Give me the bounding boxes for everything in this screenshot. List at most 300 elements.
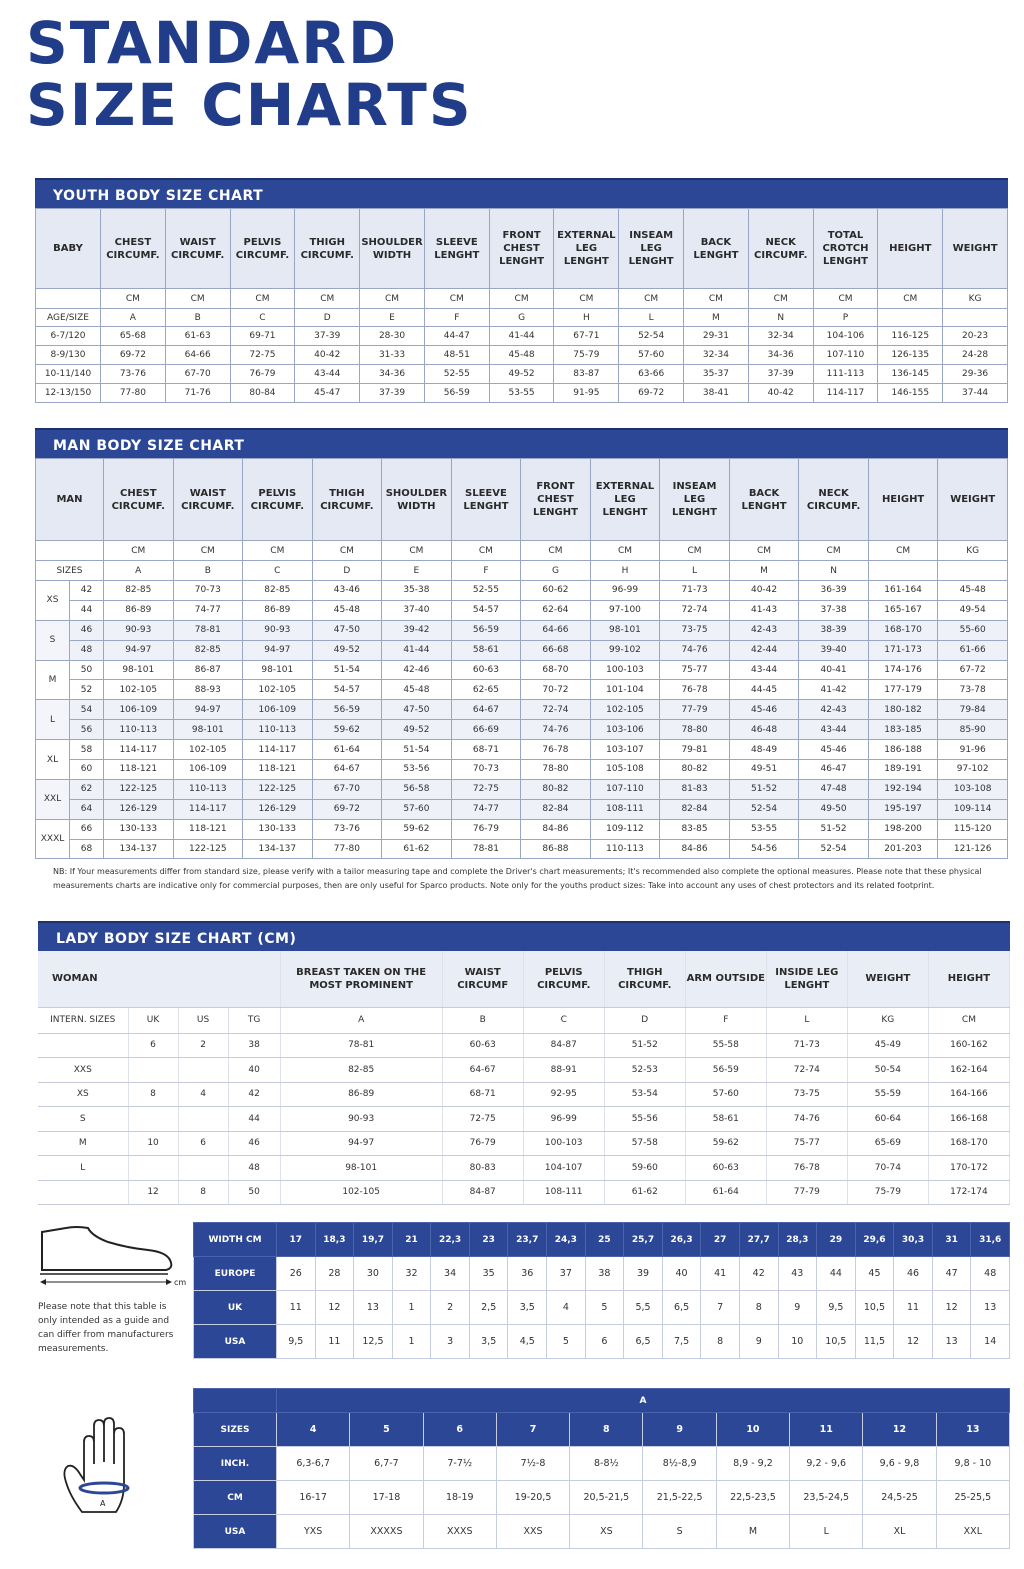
table-cell: 107-110 (813, 346, 878, 365)
table-cell: 16-17 (277, 1481, 350, 1515)
table-cell: 105-108 (590, 760, 660, 780)
label-cell (878, 309, 943, 327)
table-cell: 22,5-23,5 (716, 1481, 789, 1515)
table-cell: 72-75 (442, 1107, 523, 1132)
table-cell: 74-76 (766, 1107, 847, 1132)
table-cell: 60-63 (685, 1156, 766, 1181)
table-cell: 77-80 (312, 839, 382, 859)
label-cell: D (312, 561, 382, 581)
column-header: CHEST CIRCUMF. (104, 459, 174, 541)
shoe-row-usa (194, 1325, 1010, 1359)
lady-size-table (38, 951, 1010, 1205)
table-cell: 146-155 (878, 384, 943, 403)
table-cell: 64-66 (521, 620, 591, 640)
table-cell: 46-48 (729, 720, 799, 740)
table-cell: 40-42 (729, 581, 799, 601)
table-cell: 110-113 (590, 839, 660, 859)
table-cell: 82-85 (280, 1058, 442, 1083)
table-cell: 48 (971, 1257, 1010, 1291)
table-cell: 77-79 (766, 1180, 847, 1205)
table-cell: 31,6 (971, 1223, 1010, 1257)
column-header: HEIGHT (928, 951, 1009, 1007)
table-cell: 114-117 (104, 740, 174, 760)
unit-cell: CM (868, 541, 938, 561)
table-cell: 177-179 (868, 680, 938, 700)
column-header: EXTERNAL LEG LENGHT (590, 459, 660, 541)
table-cell: 18,3 (315, 1223, 354, 1257)
table-cell: 49-50 (799, 799, 869, 819)
column-header: THIGH CIRCUMF. (312, 459, 382, 541)
label-cell: N (799, 561, 869, 581)
glove-size-table (193, 1388, 1010, 1549)
table-cell: L (790, 1515, 863, 1549)
table-cell: 104-106 (813, 327, 878, 346)
table-row (38, 1107, 1010, 1132)
man-chart-section (35, 428, 1008, 893)
table-cell: 45-48 (382, 680, 452, 700)
table-cell: 86-89 (104, 600, 174, 620)
table-cell: 36 (508, 1257, 547, 1291)
column-header: SHOULDER WIDTH (360, 209, 425, 289)
man-chart-note (35, 859, 1008, 893)
table-cell: 108-111 (590, 799, 660, 819)
table-cell: 45-49 (847, 1033, 928, 1058)
table-cell: 7 (496, 1413, 569, 1447)
table-cell: 122-125 (243, 779, 313, 799)
table-cell: 41-44 (382, 640, 452, 660)
us-size: 2 (178, 1033, 228, 1058)
table-cell: 198-200 (868, 819, 938, 839)
table-cell: 174-176 (868, 660, 938, 680)
table-cell: 73-76 (312, 819, 382, 839)
size-group-label: XL (36, 740, 70, 780)
table-cell: 46-47 (799, 760, 869, 780)
uk-size: 10 (128, 1131, 178, 1156)
column-header: NECK CIRCUMF. (799, 459, 869, 541)
label-cell: M (729, 561, 799, 581)
table-cell: 90-93 (243, 620, 313, 640)
table-cell: 44-47 (424, 327, 489, 346)
shoe-row-uk (194, 1291, 1010, 1325)
sub-header: UK (128, 1007, 178, 1033)
table-cell: 39-40 (799, 640, 869, 660)
column-header: SHOULDER WIDTH (382, 459, 452, 541)
column-header: SLEEVE LENGHT (451, 459, 521, 541)
table-cell: 7,5 (662, 1325, 701, 1359)
table-cell: 1 (392, 1291, 431, 1325)
page-title-line2: SIZE CHARTS (26, 71, 473, 139)
table-cell: 192-194 (868, 779, 938, 799)
table-cell: 61-66 (938, 640, 1008, 660)
sub-header: KG (847, 1007, 928, 1033)
table-cell: 51-54 (312, 660, 382, 680)
table-cell: 41-44 (489, 327, 554, 346)
table-cell: 61-64 (312, 740, 382, 760)
table-cell: 80-82 (660, 760, 730, 780)
table-cell: 168-170 (868, 620, 938, 640)
table-cell: 49-52 (312, 640, 382, 660)
table-row (36, 581, 1008, 601)
table-cell: 114-117 (813, 384, 878, 403)
table-cell: 83-85 (660, 819, 730, 839)
label-cell: L (619, 309, 684, 327)
sub-header: INTERN. SIZES (38, 1007, 128, 1033)
table-cell: 48-49 (729, 740, 799, 760)
table-cell: 126-129 (104, 799, 174, 819)
sub-header: CM (928, 1007, 1009, 1033)
table-cell: 109-114 (938, 799, 1008, 819)
table-cell: 77-80 (101, 384, 166, 403)
table-cell: 74-77 (451, 799, 521, 819)
table-cell: 37-39 (360, 384, 425, 403)
table-cell: 76-79 (451, 819, 521, 839)
lady-chart-section (38, 921, 1010, 1205)
size-number: 42 (70, 581, 104, 601)
label-cell (943, 309, 1008, 327)
table-cell: 118-121 (104, 760, 174, 780)
table-cell: 12 (932, 1291, 971, 1325)
table-cell: 168-170 (928, 1131, 1009, 1156)
table-row (36, 799, 1008, 819)
label-cell: H (590, 561, 660, 581)
unit-cell: CM (230, 289, 295, 309)
table-cell: 11,5 (855, 1325, 894, 1359)
unit-cell: CM (489, 289, 554, 309)
table-cell: 78-80 (521, 760, 591, 780)
table-cell: 118-121 (243, 760, 313, 780)
table-cell: 43-44 (295, 365, 360, 384)
table-cell: 195-197 (868, 799, 938, 819)
table-cell: 31-33 (360, 346, 425, 365)
table-cell: XXL (936, 1515, 1009, 1549)
table-cell: 53-55 (489, 384, 554, 403)
table-cell: 23,5-24,5 (790, 1481, 863, 1515)
page-title-line1: STANDARD (26, 9, 399, 77)
table-cell: 58-61 (451, 640, 521, 660)
table-cell: 21,5-22,5 (643, 1481, 716, 1515)
table-cell: 90-93 (104, 620, 174, 640)
label-cell: E (360, 309, 425, 327)
table-cell: 6 (423, 1413, 496, 1447)
row-header: INCH. (194, 1447, 277, 1481)
table-cell: 86-87 (173, 660, 243, 680)
table-cell: M (716, 1515, 789, 1549)
table-cell: 98-101 (173, 720, 243, 740)
column-header: INSIDE LEG LENGHT (766, 951, 847, 1007)
table-cell: 62-64 (521, 600, 591, 620)
label-cell (938, 561, 1008, 581)
table-cell: 98-101 (104, 660, 174, 680)
column-header: HEIGHT (878, 209, 943, 289)
table-cell: 180-182 (868, 700, 938, 720)
table-cell: 172-174 (928, 1180, 1009, 1205)
sub-header: F (685, 1007, 766, 1033)
sub-header: B (442, 1007, 523, 1033)
table-cell: 49-54 (938, 600, 1008, 620)
table-cell: XL (863, 1515, 936, 1549)
sub-header: C (523, 1007, 604, 1033)
note-line-2: measurements charts are indicative only for commercial purposes, then are only useful for Sparco products. Note only for the youths product sizes: Take into account any uses of chest protectors and its related footprint. (53, 881, 935, 891)
table-cell: 1 (392, 1325, 431, 1359)
us-size (178, 1058, 228, 1083)
table-cell: 48-51 (424, 346, 489, 365)
table-cell: 76-79 (230, 365, 295, 384)
table-cell: 42-46 (382, 660, 452, 680)
table-cell: 36-39 (799, 581, 869, 601)
table-cell: 9,5 (277, 1325, 316, 1359)
table-row (38, 1033, 1010, 1058)
us-size: 6 (178, 1131, 228, 1156)
table-cell: 43-46 (312, 581, 382, 601)
column-header: EXTERNAL LEG LENGHT (554, 209, 619, 289)
unit-cell: CM (590, 541, 660, 561)
table-cell: 43-44 (799, 720, 869, 740)
table-cell: 29,6 (855, 1223, 894, 1257)
table-cell: 35-37 (684, 365, 749, 384)
table-cell: 11 (894, 1291, 933, 1325)
row-header: USA (194, 1515, 277, 1549)
table-cell: 7-7½ (423, 1447, 496, 1481)
table-cell: 54-56 (729, 839, 799, 859)
size-number: 48 (70, 640, 104, 660)
label-cell: B (173, 561, 243, 581)
table-cell: 34-36 (748, 346, 813, 365)
table-cell: 51-52 (729, 779, 799, 799)
table-cell: 67-71 (554, 327, 619, 346)
size-number: 46 (70, 620, 104, 640)
table-cell: XS (570, 1515, 643, 1549)
youth-header-row (36, 209, 1008, 289)
table-cell: 82-85 (104, 581, 174, 601)
table-cell: 6,7-7 (350, 1447, 423, 1481)
row-header (194, 1389, 277, 1413)
table-cell: 47 (932, 1257, 971, 1291)
unit-cell: CM (554, 289, 619, 309)
lady-chart-banner: LADY BODY SIZE CHART (CM) (38, 921, 1010, 951)
uk-size: 8 (128, 1082, 178, 1107)
label-cell: A (101, 309, 166, 327)
table-cell: 72-75 (230, 346, 295, 365)
unit-cell: CM (729, 541, 799, 561)
table-cell: 51-52 (604, 1033, 685, 1058)
table-row (38, 1082, 1010, 1107)
table-cell: 52-54 (619, 327, 684, 346)
table-cell: 12 (894, 1325, 933, 1359)
label-cell: F (451, 561, 521, 581)
table-cell: 55-60 (938, 620, 1008, 640)
table-cell: 24,3 (547, 1223, 586, 1257)
table-cell: 62-65 (451, 680, 521, 700)
table-cell: 74-76 (521, 720, 591, 740)
table-cell: 40 (228, 1058, 280, 1083)
table-cell: 51-52 (799, 819, 869, 839)
table-cell: 91-96 (938, 740, 1008, 760)
unit-cell: CM (521, 541, 591, 561)
lady-header-row (38, 951, 1010, 1007)
table-cell: 106-109 (173, 760, 243, 780)
table-cell: 103-106 (590, 720, 660, 740)
column-header: WAIST CIRCUMF (442, 951, 523, 1007)
table-cell: 12,5 (354, 1325, 393, 1359)
row-header: CM (194, 1481, 277, 1515)
table-cell: 7½-8 (496, 1447, 569, 1481)
table-cell: 67-72 (938, 660, 1008, 680)
label-cell: C (243, 561, 313, 581)
man-label-row (36, 561, 1008, 581)
table-cell: 8-8½ (570, 1447, 643, 1481)
table-cell: 23,7 (508, 1223, 547, 1257)
us-size: 4 (178, 1082, 228, 1107)
table-cell: 100-103 (523, 1131, 604, 1156)
intern-size: M (38, 1131, 128, 1156)
table-cell: 82-85 (243, 581, 313, 601)
table-cell: 23 (469, 1223, 508, 1257)
table-cell: 110-113 (173, 779, 243, 799)
unit-cell: CM (799, 541, 869, 561)
man-size-table (35, 458, 1008, 859)
table-cell: 41 (701, 1257, 740, 1291)
table-cell: 134-137 (243, 839, 313, 859)
youth-unit-row (36, 289, 1008, 309)
table-cell: 32-34 (748, 327, 813, 346)
table-cell: 78-81 (173, 620, 243, 640)
shoe-row-width-cm (194, 1223, 1010, 1257)
table-cell: 9 (739, 1325, 778, 1359)
size-number: 44 (70, 600, 104, 620)
table-cell: 26,3 (662, 1223, 701, 1257)
table-cell: 40 (662, 1257, 701, 1291)
unit-cell: KG (938, 541, 1008, 561)
unit-cell: CM (101, 289, 166, 309)
table-cell: 107-110 (590, 779, 660, 799)
label-cell: G (489, 309, 554, 327)
row-header: SIZES (194, 1413, 277, 1447)
table-cell: 28,3 (778, 1223, 817, 1257)
table-cell: 114-117 (243, 740, 313, 760)
table-row (36, 660, 1008, 680)
table-cell: 45 (855, 1257, 894, 1291)
table-cell: 186-188 (868, 740, 938, 760)
table-cell: 42-43 (799, 700, 869, 720)
table-cell: 17-18 (350, 1481, 423, 1515)
table-cell: 32-34 (684, 346, 749, 365)
table-cell: 103-107 (590, 740, 660, 760)
table-row (36, 680, 1008, 700)
table-cell: 162-164 (928, 1058, 1009, 1083)
unit-cell: CM (684, 289, 749, 309)
man-unit-row (36, 541, 1008, 561)
table-cell: 8½-8,9 (643, 1447, 716, 1481)
size-number: 62 (70, 779, 104, 799)
table-cell: 13 (936, 1413, 1009, 1447)
table-cell: 68-71 (451, 740, 521, 760)
table-cell: 59-62 (312, 720, 382, 740)
table-row (38, 1058, 1010, 1083)
column-header: WAIST CIRCUMF. (173, 459, 243, 541)
column-header: BACK LENGHT (684, 209, 749, 289)
table-cell: 56-58 (382, 779, 452, 799)
man-chart-banner: MAN BODY SIZE CHART (35, 428, 1008, 458)
table-cell: 82-84 (521, 799, 591, 819)
table-cell: 68-70 (521, 660, 591, 680)
unit-cell: CM (243, 541, 313, 561)
size-number: 56 (70, 720, 104, 740)
table-cell: 43-44 (729, 660, 799, 680)
table-cell: 110-113 (243, 720, 313, 740)
page-title (26, 9, 473, 139)
uk-size (128, 1058, 178, 1083)
column-header: FRONT CHEST LENGHT (521, 459, 591, 541)
table-cell: 19,7 (354, 1223, 393, 1257)
table-cell: 70-73 (451, 760, 521, 780)
table-cell: 3,5 (469, 1325, 508, 1359)
table-cell: 78-81 (451, 839, 521, 859)
table-cell: 96-99 (523, 1107, 604, 1132)
table-cell: 84-87 (442, 1180, 523, 1205)
table-cell: 64-66 (165, 346, 230, 365)
us-size (178, 1156, 228, 1181)
table-cell: 130-133 (104, 819, 174, 839)
table-cell: 98-101 (243, 660, 313, 680)
table-cell: 67-70 (312, 779, 382, 799)
table-cell: 11 (277, 1291, 316, 1325)
table-cell: 37-44 (943, 384, 1008, 403)
table-cell: 40-42 (748, 384, 813, 403)
intern-size (38, 1033, 128, 1058)
table-cell: 13 (971, 1291, 1010, 1325)
glove-row-usa (194, 1515, 1010, 1549)
uk-size (128, 1107, 178, 1132)
table-cell: 3 (431, 1325, 470, 1359)
row-header: WIDTH CM (194, 1223, 277, 1257)
table-cell: 24,5-25 (863, 1481, 936, 1515)
unit-cell (36, 541, 104, 561)
table-cell: 44-45 (729, 680, 799, 700)
table-cell: 75-79 (554, 346, 619, 365)
table-cell: 92-95 (523, 1082, 604, 1107)
youth-size-table (35, 208, 1008, 403)
table-cell: 183-185 (868, 720, 938, 740)
table-cell: 41-42 (799, 680, 869, 700)
table-cell: XXXS (423, 1515, 496, 1549)
table-row (38, 1180, 1010, 1205)
table-cell: 116-125 (878, 327, 943, 346)
table-cell: 106-109 (243, 700, 313, 720)
table-cell: 53-56 (382, 760, 452, 780)
label-cell: AGE/SIZE (36, 309, 101, 327)
table-cell: 55-59 (847, 1082, 928, 1107)
table-cell: 114-117 (173, 799, 243, 819)
unit-cell: CM (424, 289, 489, 309)
table-cell: YXS (277, 1515, 350, 1549)
size-group-label: XS (36, 581, 70, 621)
table-cell: 59-62 (382, 819, 452, 839)
table-cell: 37 (547, 1257, 586, 1291)
table-cell: S (643, 1515, 716, 1549)
table-cell: 171-173 (868, 640, 938, 660)
table-cell: 79-81 (660, 740, 730, 760)
table-row (36, 839, 1008, 859)
table-cell: 39-42 (382, 620, 452, 640)
column-header: WAIST CIRCUMF. (165, 209, 230, 289)
table-cell: 80-82 (521, 779, 591, 799)
table-cell: 71-76 (165, 384, 230, 403)
table-cell: 8 (739, 1291, 778, 1325)
table-cell: 72-75 (451, 779, 521, 799)
table-cell: 37-40 (382, 600, 452, 620)
table-cell: 72-74 (766, 1058, 847, 1083)
table-cell: 73-75 (660, 620, 730, 640)
